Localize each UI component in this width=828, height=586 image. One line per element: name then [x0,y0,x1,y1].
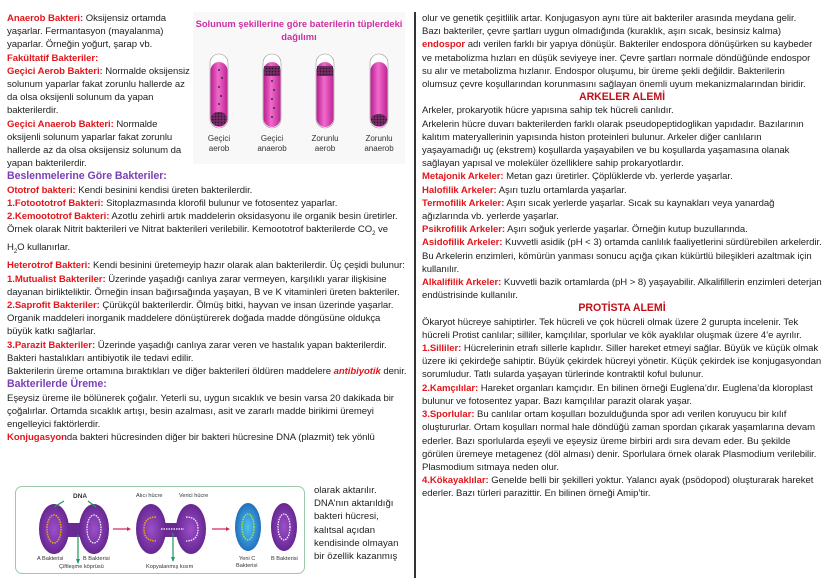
alici-hucre-label: Alıcı hücre [136,493,163,499]
parazit-text: Üzerinde yaşadığı canlıya zarar veren ve hastalık yapan bakterilerdir. Bakteri hastalıkları antibiyotik ile tedavi edilir. [7,339,387,364]
tube-gecici-aerob [210,54,228,128]
ureme-heading: Bakterilerde Üreme: [7,378,107,391]
mutualist-label: 1.Mutualist Bakteriler: [7,273,106,285]
halofilik-paragraph [422,184,822,197]
ototrof-paragraph [7,184,407,197]
sporlular-label: 3.Sporlular: [422,409,475,421]
tube-label-3: Zorunlu aerob [311,134,339,153]
psikrofilik-text: Aşırı soğuk yerlerde yaşarlar. Örneğin kutup buzullarında. [505,224,748,236]
asidofilik-paragraph [422,236,822,276]
b-bakterisi-label: B Bakterisi [83,556,110,562]
kemoototrof-paragraph [7,210,407,259]
kopyalanmis-kisim-label: Kopyalanmış kısım [146,564,194,570]
heterotrof-label: Heterotrof Bakteri: [7,260,91,272]
antibiyotik-term: antibiyotik [333,366,381,378]
kokayaklilar-text: Genelde belli bir şekilleri yoktur. Yalancı ayak (psödopod) oluşturarak hareket ederler. Bazı türleri parazittir. En bilinen örneği Amip’tir. [422,475,814,500]
parazit-paragraph [7,339,407,365]
verici-hucre-label: Verici hücre [179,493,209,499]
konjugasyon-text: da bakteri hücresinden diğer bir bakteri hücresine DNA (plazmit) tek yönlü [66,432,375,444]
mutualist-text: Üzerinde yaşadığı canlıya zarar vermeyen, karşılıklı yarar ilişkisine dayanan birlikteliktir. Örneğin insan bağırsağında yaşayan, B ve K vitaminleri üreten bakteriler. [7,273,400,298]
heterotrof-paragraph [7,259,407,272]
psikrofilik-label: Psikrofilik Arkeler: [422,224,506,236]
silliler-paragraph [422,342,822,382]
anaerob-text: Oksijensiz ortamda yaşarlar. Fermantasyon (mayalanma) yaparlar. Örneğin yoğurt, şarap vb. [7,13,167,51]
fakultatif-heading: Fakültatif Bakteriler: [7,52,99,64]
psikrofilik-paragraph [422,223,822,236]
tube-label-4: Zorunlu anaerob [364,134,394,153]
subscript: 2 [13,249,18,256]
silliler-label: 1.Silliler: [422,343,462,355]
saprofit-label: 2.Saprofit Bakteriler: [7,300,100,312]
gecici-aerob-label: Geçici Aerob Bakteri: [7,65,103,77]
arkeler-intro: Arkeler, prokaryotik hücre yapısına sahip tek hücreli canlıdır. [422,105,674,117]
silliler-text: Hücrelerinin etrafı sillerle kaplıdır. Siller hareket etmeyi sağlar. Büyük ve küçük olmak üzere iki çekirdeğe sahiptir. Büyük çekirdek hücreyi yönetir. Küçük çekirdek ise konjugasyondan sorumludur. Tatlı sularda yaşayan türlerinde kontraktil koful bulunur. [422,343,822,381]
column-divider [414,12,416,578]
konjugasyon-paragraph [7,431,407,444]
fotoototrof-label: 1.Fotoototrof Bakteri: [7,197,104,209]
kemoototrof-text-3: O kullanırlar. [17,242,71,254]
arkeler-title: ARKELER ALEMİ [578,91,666,104]
gecici-anaerob-text: Normalde oksijenli solunum yaparlar fakat zorunlu hallerde az da olsa oksijensiz solunum da yapan bakterilerdir. [7,118,182,170]
metajonik-paragraph [422,170,822,183]
endospor-term: endospor [422,39,466,51]
metajonik-text: Metan gazı üretirler. Çöplüklerde vb. yerlerde yaşarlar. [503,171,733,183]
konjugasyon-label: Konjugasyon [7,432,67,444]
konjugasyon-end-paragraph: olur ve genetik çeşitlilik artar. Konjugasyon aynı türe ait bakteriler arasında meydana gelir. [422,13,797,24]
yeni-c-bakterisi-label: Bakterisi [236,563,258,569]
ototrof-label: Ototrof bakteri: [7,184,76,196]
tube-zorunlu-aerob [316,54,334,128]
sporlular-paragraph [422,408,822,474]
kamcililar-label: 2.Kamçılılar: [422,382,479,394]
tube-label-2: Geçici anaerob [257,134,287,153]
asidofilik-label: Asidofilik Arkeler: [422,237,503,249]
ureme-paragraph: Eşeysiz üreme ile bölünerek çoğalır. Yeterli su, uygun sıcaklık ve besin varsa 20 dakikada bir çoğalırlar. Ortamda sıcaklık artışı, besin azalması, asit ve zararlı madde birikimi üremeyi engelleyici faktörlerdir. [7,392,394,430]
yeni-c-label: Yeni C [239,556,256,562]
kemoototrof-label: 2.Kemoototrof Bakteri: [7,211,110,223]
alkalifilik-paragraph [422,276,822,302]
kemoototrof-text-2: ve H [7,224,388,254]
tubes-row [193,52,405,164]
tubes-figure [193,12,405,164]
tube-zorunlu-anaerob [370,54,388,128]
beslenme-heading: Beslenmelerine Göre Bakteriler: [7,170,167,183]
dna-label: DNA [73,493,88,500]
anaerob-label: Anaerob Bakteri: [7,13,84,24]
gecici-anaerob-paragraph [7,118,190,171]
endospor-text-b: adı verilen farklı bir yapıya dönüşür. Bakteriler endospora dönüşürken su kaybeder ve metabolizma hızları en düşük seviyeye iner. Çevre şartları normale döndüğünde endospor su alır ve metabolizma hızlanır. Endospor oluşumu, bir üreme şekli değildir. Bakterilerin olumsuz çevre koşullarından korunmasını sağlayan önemli uyum mekanizmalarından biridir. [422,39,813,91]
conjugation-figure [15,486,305,574]
termofilik-label: Termofilik Arkeler: [422,197,505,209]
alkalifilik-label: Alkalifilik Arkeler: [422,277,502,289]
right-column [422,12,822,501]
alkalifilik-text: Kuvvetli bazik ortamlarda (pH > 8) yaşayabilir. Alkalifillerin enzimleri deterjan endüstrisinde kullanılır. [422,277,822,302]
gecici-aerob-text: Normalde oksijensiz solunum yaparlar fakat zorunlu hallerde az da olsa oksijenli solunum da yapan bakterilerdir. [7,65,190,117]
antibiyotik-paragraph [7,365,407,378]
endospor-paragraph [422,25,822,91]
test-tubes-illustration [193,52,405,132]
asidofilik-text: Kuvvetli asidik (pH < 3) ortamda canlılık faaliyetlerini sürdürebilen arkelerdir. Bu Arkelerin enzimleri, kömürün yanması sonucu açığa çıkan kükürtlü bileşikleri azaltmak için kullanılır. [422,237,822,275]
gecici-aerob-paragraph [7,65,190,118]
termofilik-text: Aşırı sıcak yerlerde yaşarlar. Sıcak su kaynakları veya yanardağ ağızlarında vb. yerlerde yaşarlar. [422,197,775,223]
endospor-text-a: Bazı bakteriler, çevre şartları uygun olmadığında (kuraklık, aşırı sıcak, besinsiz kalma) [422,26,782,38]
kemoototrof-text: Azotlu zehirli artık maddelerin oksidasyonu ile organik besin üretirler. Örnek olarak Nitrit bakterileri ve Nitrat bakterileri verilebilir. Kemoototrof bakterilerde CO [7,211,398,236]
ciftlesme-koprusu-label: Çiftleşme köprüsü [59,564,104,570]
anaerob-paragraph [7,12,190,52]
termofilik-paragraph [422,197,822,223]
fotoototrof-text: Sitoplazmasında klorofil bulunur ve fotosentez yaparlar. [103,197,338,209]
kamcililar-paragraph [422,382,822,408]
halofilik-label: Halofilik Arkeler: [422,184,497,196]
antibiyotik-end: denir. [380,366,407,378]
halofilik-text: Aşırı tuzlu ortamlarda yaşarlar. [496,184,627,196]
protista-intro: Ökaryot hücreye sahiptirler. Tek hücreli ve çok hücreli olmak üzere 2 gurupta incelenir. Tek hücreli Protist canlılar; silliler, kamçılılar, sporlular ve kök ayaklılar oluşmak üzere 4’e ayrılır. [422,316,802,341]
metajonik-label: Metajonik Arkeler: [422,171,504,183]
kokayaklilar-paragraph [422,474,822,500]
heterotrof-text: Kendi besinini üretemeyip hazır olarak alan bakterilerdir. Üç çeşidi bulunur: [90,260,405,272]
tube-label-1: Geçici aerob [207,134,231,153]
saprofit-text: Çürükçül bakterilerdir. Ölmüş bitki, hayvan ve insan üzerinde yaşarlar. Organik maddeleri inorganik maddelere dönüştürerek doğada madde döngüsüne oldukça büyük katkı sağlarlar. [7,300,394,338]
mutualist-paragraph [7,273,407,299]
gecici-anaerob-label: Geçici Anaerob Bakteri: [7,118,114,130]
antibiyotik-text: Bakterilerin üreme ortamına bıraktıkları ve diğer bakterileri öldüren maddelere [7,366,334,378]
tubes-figure-title: Solunum şekillerine göre baterilerin tüplerdeki dağılımı [195,18,403,42]
b-bakterisi-2-label: B Bakterisi [271,556,298,562]
a-bakterisi-label: A Bakterisi [37,556,64,562]
arkeler-description: Arkelerin hücre duvarı bakterilerden farklı olarak pseudopeptidoglikan yapıdadır. Bazılarının kalıtım materyallerinin yapısında histon proteinleri bulunur. Arkeler diğer canlıların yaşayamadığı uç (ekstrem) koşullarda yaşayabilen ve bu koşullarda yaşamasına olanak sağlayan yapısal ve moleküler özelliklere sahip prokaryotlardır. [422,118,804,170]
parazit-label: 3.Parazit Bakteriler: [7,339,96,351]
protista-title: PROTİSTA ALEMİ [578,302,666,315]
konjugasyon-continued: olarak aktarılır. DNA’nın aktarıldığı bakteri hücresi, kalıtsal açıdan kendisinde olmayan bir özellik kazanmış [314,485,399,563]
kokayaklilar-label: 4.Kökayaklılar: [422,475,489,487]
fotoototrof-paragraph [7,197,407,210]
sporlular-text: Bu canlılar ortam koşulları bozulduğunda spor adı verilen koruyucu bir kılıf oluştururlar. Ortam koşulları normal hale döndüğü zaman spordan çıkarak yaşamlarına devam ederler. Bazı sporlularda eşeyli ve eşeysiz üreme birbiri ardı sıra devam eder. Bu şekilde görülen üremeye metagenez (döl alması) denir. Sporlulara örnek olarak Plasmodium verilebilir. Plasmodium sıtmaya neden olur. [422,409,817,473]
kamcililar-text: Hareket organları kamçıdır. En bilinen örneği Euglena’dır. Euglena’da kloroplast bulunur ve fotosentez yapar. Bazı kamçılılar parazit olarak yaşar. [422,382,813,407]
subscript: 2 [372,231,376,238]
intro-block [7,12,190,170]
saprofit-paragraph [7,299,407,339]
ototrof-text: Kendi besinini kendisi üreten bakterilerdir. [75,184,253,196]
tube-gecici-anaerob [263,54,281,128]
